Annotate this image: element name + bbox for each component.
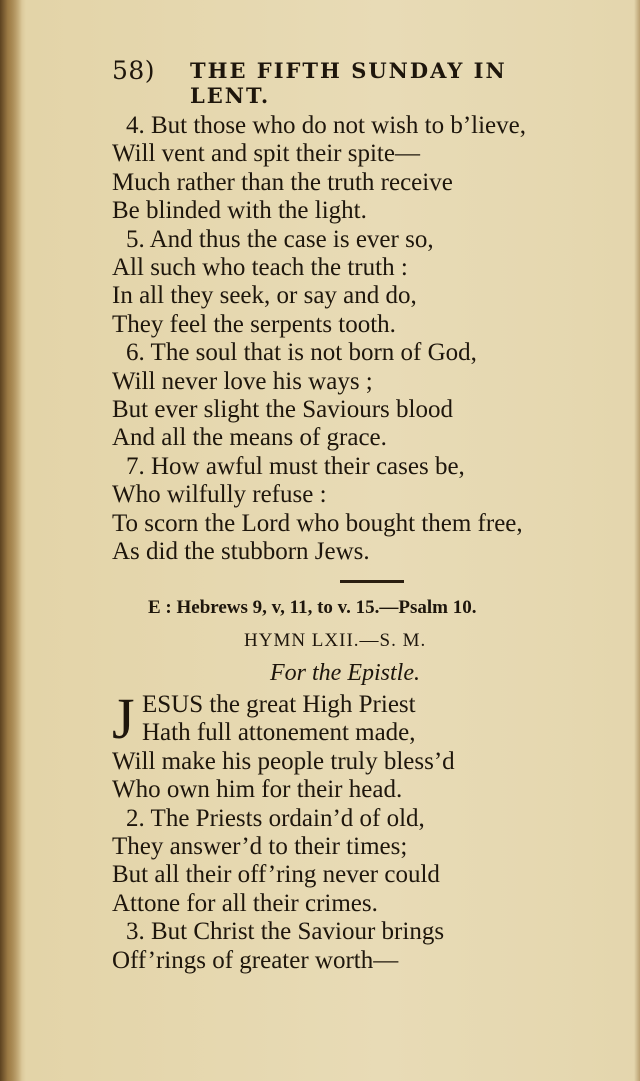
verse-line: 6. The soul that is not born of God, xyxy=(126,339,477,367)
running-title: THE FIFTH SUNDAY IN LENT. xyxy=(190,58,507,108)
verse-line: They feel the serpents tooth. xyxy=(112,310,396,338)
running-header xyxy=(112,56,582,108)
hymn-line: They answer’d to their times; xyxy=(112,833,408,861)
verse-line: Much rather than the truth receive xyxy=(112,168,453,196)
verse-line: All such who teach the truth : xyxy=(112,254,408,282)
verse-line: And all the means of grace. xyxy=(112,424,387,452)
hymn-subtitle: For the Epistle. xyxy=(270,660,420,686)
hymn-line: Attone for all their crimes. xyxy=(112,889,378,917)
verse-line: Be blinded with the light. xyxy=(112,197,367,225)
drop-cap: J xyxy=(112,686,135,751)
section-divider xyxy=(340,580,404,583)
hymn-line: Will make his people truly bless’d xyxy=(112,747,455,775)
hymn-lxii-text xyxy=(112,686,632,975)
verse-line: To scorn the Lord who bought them free, xyxy=(112,509,523,537)
verse-line: In all they seek, or say and do, xyxy=(112,282,417,310)
hymn-line: Off’rings of greater worth— xyxy=(112,946,399,974)
page-number: 58) xyxy=(112,56,156,85)
verse-line: Will never love his ways ; xyxy=(112,367,373,395)
hymn-line: ESUS the great High Priest xyxy=(142,691,416,718)
hymn-line: Who own him for their head. xyxy=(112,776,403,804)
verse-line: But ever slight the Saviours blood xyxy=(112,396,453,424)
verse-line: 4. But those who do not wish to b’lieve, xyxy=(126,112,526,139)
verse-line: As did the stubborn Jews. xyxy=(112,538,370,566)
hymn-title: HYMN LXII.—S. M. xyxy=(244,630,427,651)
scripture-reference: E : Hebrews 9, v, 11, to v. 15.—Psalm 10. xyxy=(148,597,477,618)
hymn-line: But all their off’ring never could xyxy=(112,861,440,889)
hymn-line: 2. The Priests ordain’d of old, xyxy=(126,804,425,832)
verse-line: 5. And thus the case is ever so, xyxy=(126,225,434,253)
verse-line: Will vent and spit their spite— xyxy=(112,140,420,168)
book-spine-shadow xyxy=(0,0,22,1081)
hymn-verses-continued xyxy=(112,112,632,567)
page-edge xyxy=(634,0,640,1081)
verse-line: 7. How awful must their cases be, xyxy=(126,452,465,480)
hymn-line: Hath full attonement made, xyxy=(142,719,416,747)
hymn-line: 3. But Christ the Saviour brings xyxy=(126,918,445,946)
verse-line: Who wilfully refuse : xyxy=(112,481,327,509)
